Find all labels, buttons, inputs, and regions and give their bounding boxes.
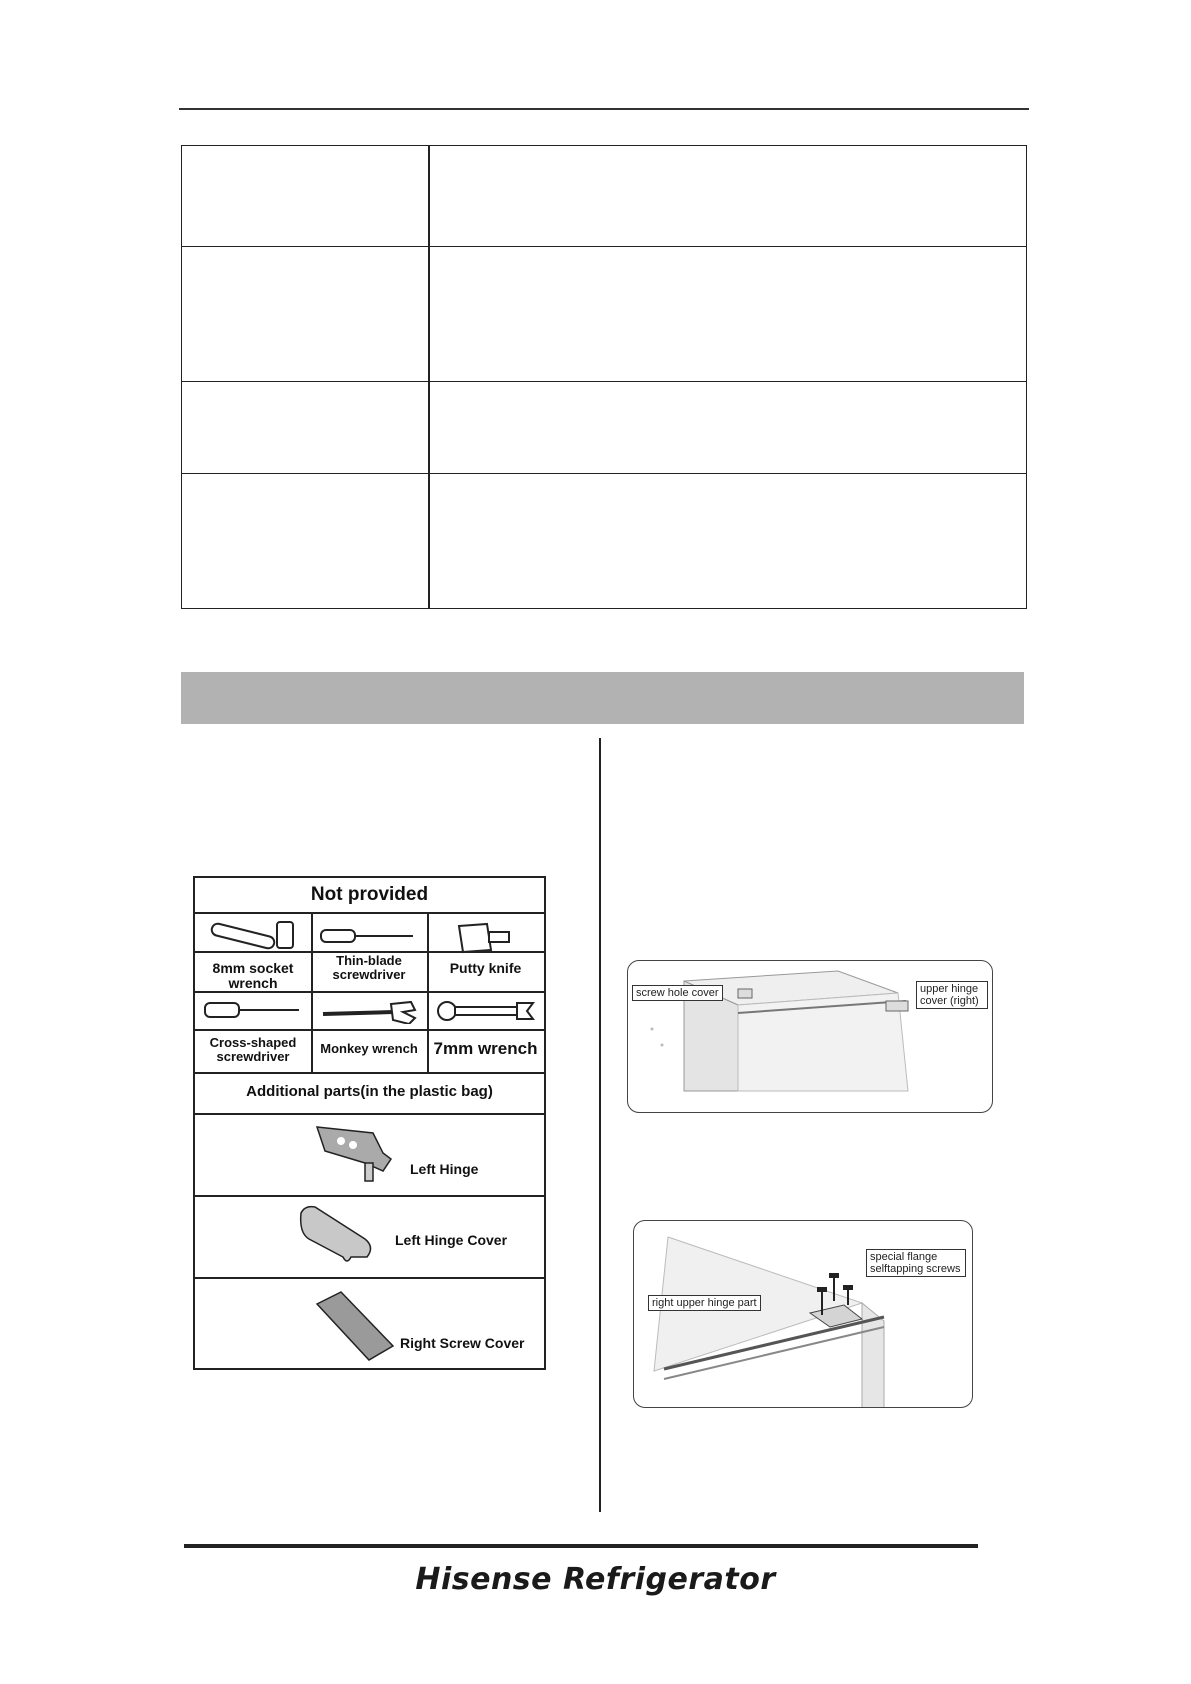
tool-label: Thin-blade screwdriver xyxy=(332,953,406,982)
table-column-divider xyxy=(428,146,430,608)
callout-flange-screws: special flange selftapping screws xyxy=(866,1249,966,1277)
callout-upper-hinge-cover: upper hinge cover (right) xyxy=(916,981,988,1009)
putty-knife-icon xyxy=(453,920,513,954)
figure-right-upper-hinge xyxy=(633,1220,973,1408)
section-heading-bar xyxy=(181,672,1024,724)
cross-screwdriver-icon xyxy=(203,998,303,1024)
tool-label: 7mm wrench xyxy=(433,1039,538,1058)
tool-label: Cross-shaped screwdriver xyxy=(209,1035,297,1064)
info-table xyxy=(181,145,1027,609)
tool-label: Putty knife xyxy=(449,960,522,976)
column-divider xyxy=(599,738,601,1512)
tools-table xyxy=(193,876,546,1370)
socket-wrench-icon xyxy=(207,918,299,954)
callout-hinge-part: right upper hinge part xyxy=(648,1295,761,1311)
right-screw-cover-icon xyxy=(313,1288,397,1364)
left-hinge-icon xyxy=(313,1123,393,1187)
tools-table-header: Not provided xyxy=(310,884,429,905)
additional-parts-header: Additional parts(in the plastic bag) xyxy=(246,1083,493,1100)
part-label: Right Screw Cover xyxy=(400,1335,525,1351)
table-row xyxy=(182,381,1026,474)
tool-label: Monkey wrench xyxy=(320,1041,418,1056)
table-row xyxy=(182,246,1026,382)
table-row xyxy=(182,473,1026,609)
footer-brand: Hisense Refrigerator xyxy=(415,1562,776,1597)
tool-label: 8mm socket wrench xyxy=(212,960,294,991)
footer-rule xyxy=(184,1544,978,1548)
left-hinge-cover-icon xyxy=(295,1203,379,1269)
thin-blade-screwdriver-icon xyxy=(319,926,419,946)
monkey-wrench-icon xyxy=(319,998,419,1024)
figure-upper-hinge-cover xyxy=(627,960,993,1113)
table-row xyxy=(182,146,1026,247)
part-label: Left Hinge Cover xyxy=(395,1232,508,1248)
callout-screw-hole-cover: screw hole cover xyxy=(632,985,723,1001)
header-rule xyxy=(179,108,1029,110)
wrench-icon xyxy=(435,998,537,1024)
part-label: Left Hinge xyxy=(410,1161,479,1177)
